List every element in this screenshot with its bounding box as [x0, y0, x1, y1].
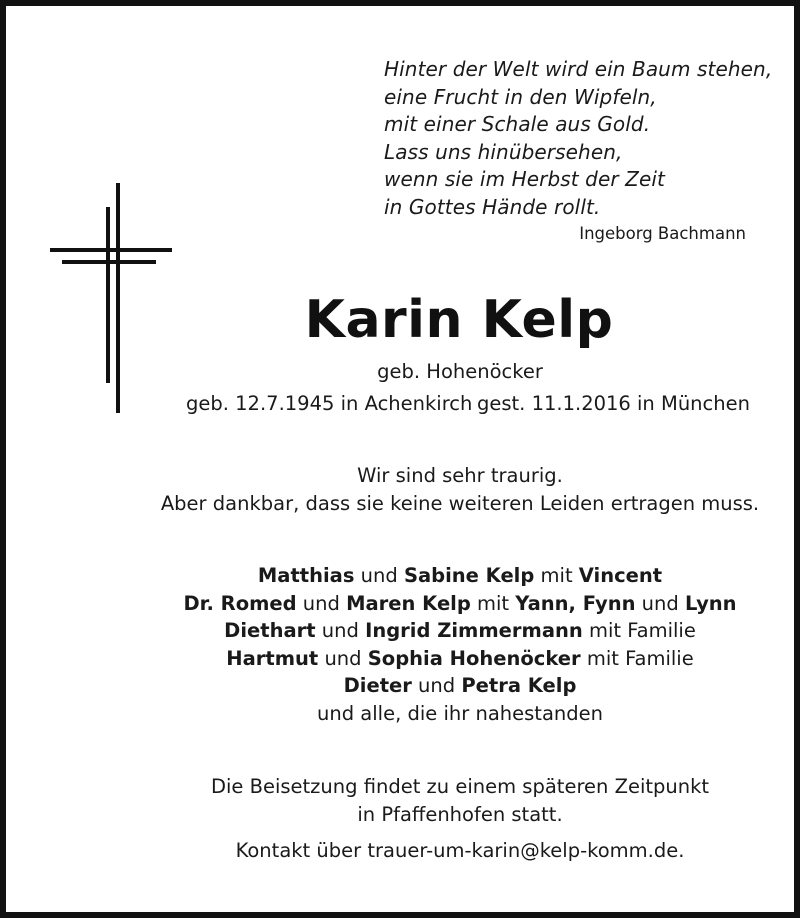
contact-line: Kontakt über trauer-um-karin@kelp-komm.de.	[235, 839, 685, 862]
mourner-name: Petra Kelp	[461, 674, 577, 697]
message-line: Wir sind sehr traurig.	[357, 464, 563, 487]
connector-text: mit Familie	[580, 646, 694, 670]
connector-text: und	[635, 591, 685, 615]
poem-line: eine Frucht in den Wipfeln,	[384, 84, 657, 109]
mourner-row	[150, 617, 770, 645]
message-line: Aber dankbar, dass sie keine weiteren Leiden ertragen muss.	[160, 491, 760, 515]
connector-text: und	[315, 619, 366, 642]
mourner-row	[150, 590, 770, 618]
mourner-name: Ingrid Zimmermann	[365, 619, 583, 642]
mourner-name: Maren Kelp	[346, 591, 471, 615]
poem-line: in Gottes Hände rollt.	[384, 194, 601, 219]
connector-text: und	[354, 564, 404, 587]
mourner-name: Yann, Fynn	[515, 591, 636, 615]
deceased-name: Karin Kelp	[304, 290, 614, 350]
mourner-name: Dieter	[343, 674, 412, 697]
mourner-name: Dr. Romed	[183, 591, 297, 615]
mourner-name: Hartmut	[226, 646, 319, 670]
poem-line: mit einer Schale aus Gold.	[384, 112, 651, 136]
birth-info: geb. 12.7.1945 in Achenkirch	[186, 392, 473, 415]
death-info: gest. 11.1.2016 in München	[477, 392, 750, 415]
mourner-row	[150, 562, 770, 590]
poem-author: Ingeborg Bachmann	[579, 224, 746, 243]
mourner-name: Vincent	[578, 564, 663, 587]
connector-text: und	[411, 674, 462, 697]
mourner-name: Lynn	[684, 591, 737, 615]
mourner-name: Diethart	[224, 619, 316, 642]
connector-text: mit	[534, 564, 579, 587]
mourners-list	[150, 562, 770, 727]
poem-line: Hinter der Welt wird ein Baum stehen,	[384, 57, 773, 81]
connector-text: und	[296, 591, 347, 615]
mourner-row	[150, 672, 770, 700]
connector-text: mit Familie	[582, 619, 696, 642]
funeral-line: in Pfaffenhofen statt.	[357, 802, 563, 826]
connector-text: und	[318, 646, 368, 670]
mourner-row	[150, 645, 770, 673]
funeral-line: Die Beisetzung findet zu einem späteren Zeitpunkt	[210, 775, 710, 798]
mourner-name: Matthias	[257, 564, 355, 587]
maiden-name: geb. Hohenöcker	[377, 360, 543, 383]
poem-line: wenn sie im Herbst der Zeit	[384, 167, 665, 191]
connector-text: mit	[470, 591, 516, 615]
mourner-name: Sophia Hohenöcker	[367, 646, 581, 670]
message	[150, 462, 770, 517]
mourner-row: und alle, die ihr nahestanden	[317, 701, 603, 725]
mourner-name: Sabine Kelp	[403, 564, 535, 587]
funeral-notice	[150, 773, 770, 828]
poem	[384, 56, 784, 221]
poem-line: Lass uns hinübersehen,	[384, 139, 623, 164]
